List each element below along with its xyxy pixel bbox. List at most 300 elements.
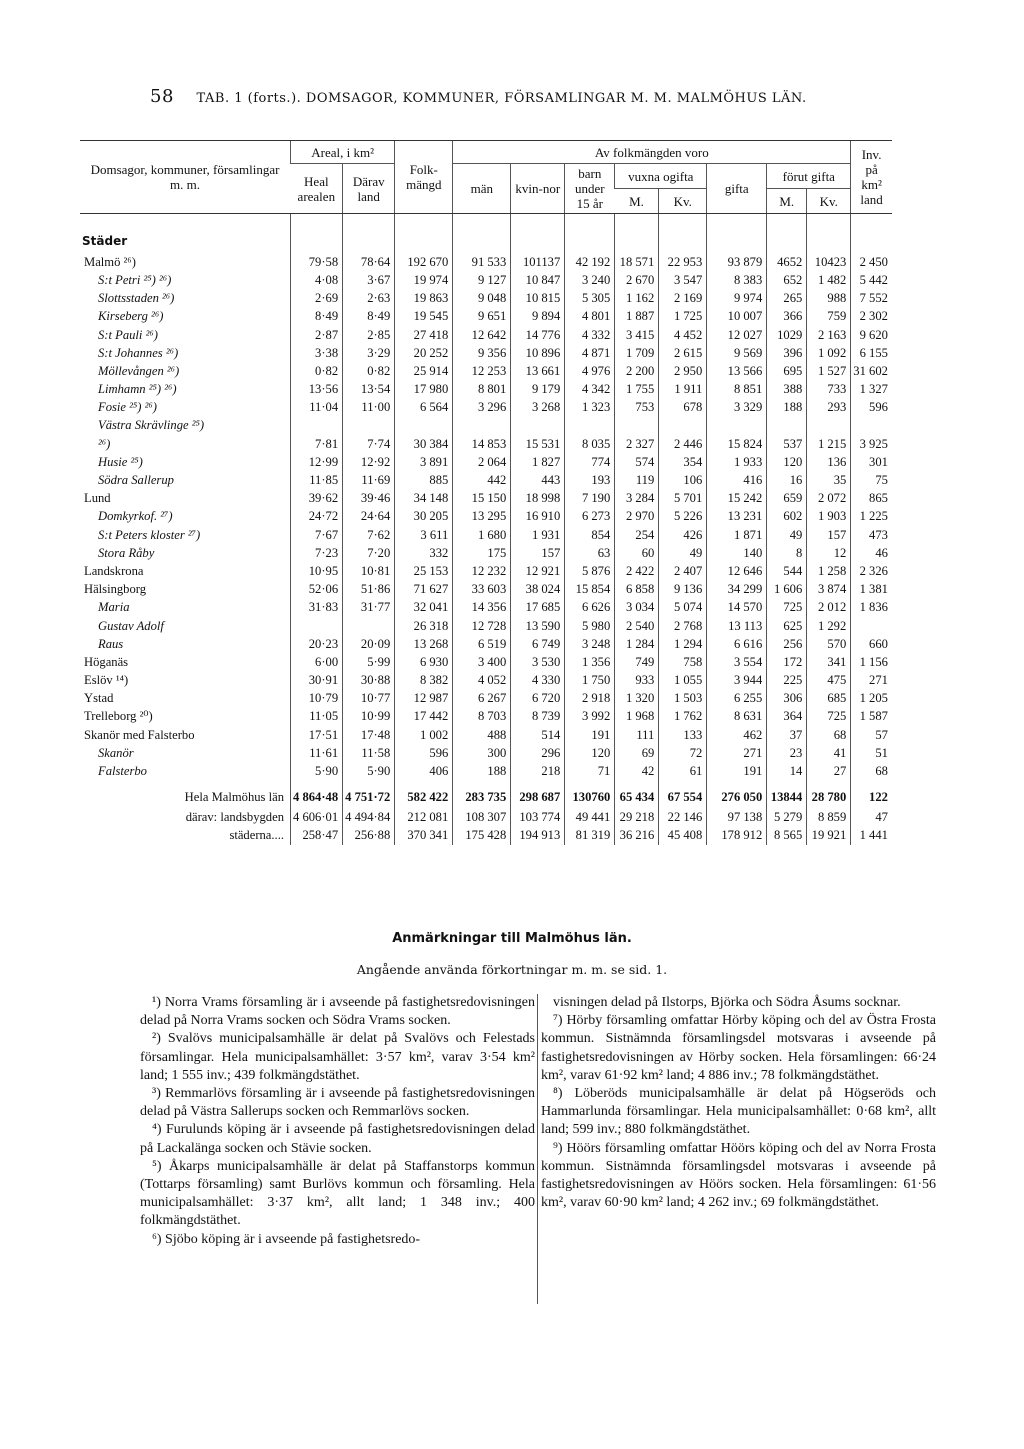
- table-cell: 140: [707, 544, 767, 562]
- table-cell: 13 231: [707, 508, 767, 526]
- table-cell: 75: [851, 471, 892, 489]
- table-cell: 19 545: [395, 308, 453, 326]
- table-row: [80, 562, 892, 580]
- table-cell: 4 330: [511, 672, 565, 690]
- table-cell: [659, 417, 707, 435]
- table-cell: 10·77: [343, 690, 395, 708]
- table-cell: 9 136: [659, 581, 707, 599]
- table-cell: 27: [807, 762, 851, 780]
- table-cell: 10 847: [511, 271, 565, 289]
- table-cell: 6 616: [707, 635, 767, 653]
- table-cell: 6 267: [453, 690, 511, 708]
- notes-left-column: [140, 994, 535, 1249]
- table-cell: 1 933: [707, 453, 767, 471]
- table-cell: 175: [453, 544, 511, 562]
- table-cell: 188: [453, 762, 511, 780]
- table-cell: 488: [453, 726, 511, 744]
- table-row: [80, 672, 892, 690]
- table-cell: 31 602: [851, 362, 892, 380]
- table-cell: 11·00: [343, 399, 395, 417]
- note-paragraph: ²) Svalövs municipalsamhälle är delat på Svalövs och Felestads församlingar. Hela municipalsamhället: 3·57 km², varav 3·54 km² land; 1 555 inv.; 439 folkmängdstäthet.: [140, 1031, 535, 1083]
- row-label: Kirseberg ²⁶): [98, 309, 164, 324]
- table-cell: 68: [851, 762, 892, 780]
- table-cell: 119: [615, 471, 659, 489]
- table-cell: 51: [851, 744, 892, 762]
- table-cell: 3 547: [659, 271, 707, 289]
- table-cell: 2·63: [343, 290, 395, 308]
- table-cell: 12 921: [511, 562, 565, 580]
- table-cell: 9 356: [453, 344, 511, 362]
- table-cell: 3·67: [343, 271, 395, 289]
- table-cell: 12 253: [453, 362, 511, 380]
- table-cell: 3·29: [343, 344, 395, 362]
- table-cell: 42: [615, 762, 659, 780]
- table-cell: 885: [395, 471, 453, 489]
- table-cell: 3 891: [395, 453, 453, 471]
- table-cell: 2 200: [615, 362, 659, 380]
- table-cell: 212 081: [395, 809, 453, 827]
- table-cell: 37: [767, 726, 807, 744]
- row-label: Raus: [98, 636, 124, 651]
- note-paragraph: ³) Remmarlövs församling är i avseende på fastighetsredovisningen delad på Västra Sallerups socken och Remmarlövs socken.: [140, 1086, 535, 1120]
- table-row: [80, 617, 892, 635]
- row-label: S:t Peters kloster ²⁷): [98, 527, 201, 542]
- note-paragraph: ⁶) Sjöbo köping är i avseende på fastighetsredo-: [152, 1231, 421, 1247]
- notes-abbreviation-line: Angående använda förkortningar m. m. se sid. 1.: [356, 962, 668, 977]
- table-cell: 15 150: [453, 490, 511, 508]
- table-cell: 1 205: [851, 690, 892, 708]
- table-cell: 25 153: [395, 562, 453, 580]
- table-cell: 2·87: [291, 326, 343, 344]
- table-cell: 10·81: [343, 562, 395, 580]
- table-cell: 10 896: [511, 344, 565, 362]
- table-cell: 9 179: [511, 381, 565, 399]
- table-cell: 12 987: [395, 690, 453, 708]
- table-cell: 7·23: [291, 544, 343, 562]
- table-cell: 3 034: [615, 599, 659, 617]
- table-cell: 1 092: [807, 344, 851, 362]
- table-cell: 1 215: [807, 435, 851, 453]
- table-cell: 60: [615, 544, 659, 562]
- table-cell: 106: [659, 471, 707, 489]
- table-cell: 157: [807, 526, 851, 544]
- header-barn: barn under 15 år: [565, 164, 615, 214]
- table-cell: 57: [851, 726, 892, 744]
- table-cell: 296: [511, 744, 565, 762]
- table-cell: 2 918: [565, 690, 615, 708]
- table-cell: 15 531: [511, 435, 565, 453]
- table-cell: 4 452: [659, 326, 707, 344]
- table-cell: 30 384: [395, 435, 453, 453]
- table-cell: 67 554: [659, 781, 707, 809]
- table-cell: 1 709: [615, 344, 659, 362]
- table-cell: 1 725: [659, 308, 707, 326]
- page-title: TAB. 1 (forts.). DOMSAGOR, KOMMUNER, FÖRSAMLINGAR M. M. MALMÖHUS LÄN.: [196, 91, 807, 106]
- table-cell: 388: [767, 381, 807, 399]
- table-cell: 6 626: [565, 599, 615, 617]
- header-forut-gifta: förut gifta: [767, 164, 851, 189]
- table-cell: 10·99: [343, 708, 395, 726]
- table-cell: 9 048: [453, 290, 511, 308]
- table-cell: 3 248: [565, 635, 615, 653]
- table-cell: 5 226: [659, 508, 707, 526]
- table-cell: 27 418: [395, 326, 453, 344]
- table-cell: 4·08: [291, 271, 343, 289]
- table-cell: [343, 617, 395, 635]
- table-cell: 2 169: [659, 290, 707, 308]
- table-cell: 191: [707, 762, 767, 780]
- table-cell: 5 980: [565, 617, 615, 635]
- table-cell: 301: [851, 453, 892, 471]
- table-cell: 120: [767, 453, 807, 471]
- table-cell: 10·79: [291, 690, 343, 708]
- table-cell: 254: [615, 526, 659, 544]
- table-cell: 11·85: [291, 471, 343, 489]
- table-cell: 2 768: [659, 617, 707, 635]
- row-label: S:t Pauli ²⁶): [98, 327, 158, 342]
- table-cell: [291, 417, 343, 435]
- table-cell: 11·04: [291, 399, 343, 417]
- table-cell: 4 751·72: [343, 781, 395, 809]
- table-cell: 1 968: [615, 708, 659, 726]
- table-cell: 3 329: [707, 399, 767, 417]
- table-cell: 22 146: [659, 809, 707, 827]
- table-cell: 1 292: [807, 617, 851, 635]
- table-cell: 9 127: [453, 271, 511, 289]
- table-row: [80, 526, 892, 544]
- table-cell: 3 992: [565, 708, 615, 726]
- page-number: 58: [150, 86, 174, 107]
- table-cell: 33 603: [453, 581, 511, 599]
- table-cell: 192 670: [395, 253, 453, 271]
- table-cell: 1 606: [767, 581, 807, 599]
- row-label: Hälsingborg: [84, 582, 147, 597]
- table-cell: 1 836: [851, 599, 892, 617]
- table-row: [80, 635, 892, 653]
- table-cell: 175 428: [453, 827, 511, 845]
- table-cell: 1 002: [395, 726, 453, 744]
- table-cell: 652: [767, 271, 807, 289]
- table-cell: 3 874: [807, 581, 851, 599]
- table-cell: 2 327: [615, 435, 659, 453]
- table-cell: 68: [807, 726, 851, 744]
- table-cell: 596: [395, 744, 453, 762]
- row-label: Maria: [98, 600, 130, 615]
- table-cell: 14 356: [453, 599, 511, 617]
- row-label: Falsterbo: [98, 764, 147, 779]
- table-row: [80, 253, 892, 271]
- table-cell: 31·77: [343, 599, 395, 617]
- table-cell: 178 912: [707, 827, 767, 845]
- table-cell: 276 050: [707, 781, 767, 809]
- table-cell: 1 162: [615, 290, 659, 308]
- section-row: [80, 214, 892, 254]
- table-cell: 256: [767, 635, 807, 653]
- table-cell: 12: [807, 544, 851, 562]
- table-row: [80, 453, 892, 471]
- row-label: Husie ²⁵): [98, 454, 143, 469]
- table-cell: 30·88: [343, 672, 395, 690]
- table-cell: 6·00: [291, 653, 343, 671]
- table-cell: 2 450: [851, 253, 892, 271]
- table-cell: 3 530: [511, 653, 565, 671]
- table-cell: 4 976: [565, 362, 615, 380]
- table-cell: 45 408: [659, 827, 707, 845]
- table-cell: 7·67: [291, 526, 343, 544]
- table-cell: 34 299: [707, 581, 767, 599]
- table-cell: 4 494·84: [343, 809, 395, 827]
- table-cell: 8 565: [767, 827, 807, 845]
- table-cell: 35: [807, 471, 851, 489]
- table-cell: 1 482: [807, 271, 851, 289]
- row-label: Limhamn ²⁵) ²⁶): [98, 382, 177, 397]
- table-row: [80, 581, 892, 599]
- header-vuxna-ogifta: vuxna ogifta: [615, 164, 707, 189]
- table-cell: 602: [767, 508, 807, 526]
- table-cell: 1 762: [659, 708, 707, 726]
- table-cell: 81 319: [565, 827, 615, 845]
- table-cell: [343, 417, 395, 435]
- notes-right-column: [541, 994, 936, 1212]
- table-cell: 13·56: [291, 381, 343, 399]
- row-label: Stora Råby: [98, 545, 155, 560]
- notes-title: Anmärkningar till Malmöhus län.: [392, 931, 632, 946]
- subtotal-row: [80, 809, 892, 827]
- table-cell: 4 606·01: [291, 809, 343, 827]
- table-cell: 7 190: [565, 490, 615, 508]
- table-cell: 570: [807, 635, 851, 653]
- table-cell: 2·85: [343, 326, 395, 344]
- column-divider: [537, 994, 538, 1304]
- table-cell: 725: [807, 708, 851, 726]
- table-cell: 3 925: [851, 435, 892, 453]
- table-cell: 172: [767, 653, 807, 671]
- table-cell: 9 569: [707, 344, 767, 362]
- table-row: [80, 726, 892, 744]
- table-cell: 41: [807, 744, 851, 762]
- table-cell: 1 323: [565, 399, 615, 417]
- table-cell: 1 503: [659, 690, 707, 708]
- table-cell: 225: [767, 672, 807, 690]
- table-cell: 42 192: [565, 253, 615, 271]
- table-cell: 34 148: [395, 490, 453, 508]
- table-cell: 13 295: [453, 508, 511, 526]
- table-cell: 52·06: [291, 581, 343, 599]
- table-cell: 370 341: [395, 827, 453, 845]
- header-name: Domsagor, kommuner, församlingar m. m.: [80, 141, 291, 214]
- header-folkmangd: Folk-mängd: [395, 141, 453, 214]
- table-row: [80, 708, 892, 726]
- table-cell: 28 780: [807, 781, 851, 809]
- table-cell: 7·62: [343, 526, 395, 544]
- note-paragraph: ⁸) Löberöds municipalsamhälle är delat på Högseröds och Hammarlunda församlingar. Hela municipalsamhället: 0·68 km², allt land; 599 inv.; 880 folkmängdstäthet.: [541, 1086, 936, 1138]
- table-cell: 2 326: [851, 562, 892, 580]
- total-row: [80, 781, 892, 809]
- table-cell: 442: [453, 471, 511, 489]
- table-cell: 660: [851, 635, 892, 653]
- row-label: Höganäs: [84, 654, 129, 669]
- table-cell: 103 774: [511, 809, 565, 827]
- table-cell: 416: [707, 471, 767, 489]
- table-cell: [291, 617, 343, 635]
- table-cell: 47: [851, 809, 892, 827]
- table-cell: 13 661: [511, 362, 565, 380]
- header-av-folkmangden: Av folkmängden voro: [453, 141, 851, 164]
- table-cell: 1 327: [851, 381, 892, 399]
- table-cell: 18 998: [511, 490, 565, 508]
- row-label: Västra Skrävlinge ²⁵): [98, 418, 205, 433]
- table-cell: 23: [767, 744, 807, 762]
- table-cell: 3 944: [707, 672, 767, 690]
- table-cell: 13 113: [707, 617, 767, 635]
- table-cell: 120: [565, 744, 615, 762]
- table-cell: 514: [511, 726, 565, 744]
- table-cell: 3 296: [453, 399, 511, 417]
- table-cell: 4 801: [565, 308, 615, 326]
- table-cell: 17 685: [511, 599, 565, 617]
- table-row: [80, 508, 892, 526]
- table-cell: 933: [615, 672, 659, 690]
- table-cell: 332: [395, 544, 453, 562]
- table-cell: 8 703: [453, 708, 511, 726]
- table-cell: 24·64: [343, 508, 395, 526]
- table-cell: 725: [767, 599, 807, 617]
- table-row: [80, 544, 892, 562]
- table-cell: 396: [767, 344, 807, 362]
- table-cell: 6 519: [453, 635, 511, 653]
- subtotal-row: [80, 827, 892, 845]
- table-cell: 271: [851, 672, 892, 690]
- table-cell: 5·90: [291, 762, 343, 780]
- table-cell: 2 407: [659, 562, 707, 580]
- table-cell: 8 383: [707, 271, 767, 289]
- table-cell: 22 953: [659, 253, 707, 271]
- table-row: [80, 344, 892, 362]
- header-forut-m: M.: [767, 189, 807, 214]
- table-cell: 0·82: [343, 362, 395, 380]
- table-cell: 8 859: [807, 809, 851, 827]
- table-cell: 97 138: [707, 809, 767, 827]
- table-cell: 865: [851, 490, 892, 508]
- table-cell: 1 156: [851, 653, 892, 671]
- row-label: Eslöv ¹⁴): [84, 673, 129, 688]
- table-cell: 15 854: [565, 581, 615, 599]
- table-cell: 29 218: [615, 809, 659, 827]
- table-cell: 4 342: [565, 381, 615, 399]
- table-cell: 1 871: [707, 526, 767, 544]
- table-cell: 6 858: [615, 581, 659, 599]
- table-cell: 8 035: [565, 435, 615, 453]
- table-cell: 1 284: [615, 635, 659, 653]
- table-cell: 537: [767, 435, 807, 453]
- table-cell: 4 332: [565, 326, 615, 344]
- statistics-table: [80, 140, 892, 845]
- table-cell: 3 415: [615, 326, 659, 344]
- table-cell: 7·81: [291, 435, 343, 453]
- table-cell: 63: [565, 544, 615, 562]
- row-label: Skanör med Falsterbo: [84, 727, 195, 742]
- table-cell: 8 801: [453, 381, 511, 399]
- table-cell: 659: [767, 490, 807, 508]
- table-cell: 9 620: [851, 326, 892, 344]
- row-label: Fosie ²⁵) ²⁶): [98, 400, 157, 415]
- table-cell: 13844: [767, 781, 807, 809]
- table-cell: 3 284: [615, 490, 659, 508]
- table-cell: 256·88: [343, 827, 395, 845]
- table-cell: 7·20: [343, 544, 395, 562]
- table-cell: 1 055: [659, 672, 707, 690]
- table-cell: 473: [851, 526, 892, 544]
- table-cell: 2 670: [615, 271, 659, 289]
- table-cell: 133: [659, 726, 707, 744]
- table-cell: 20·09: [343, 635, 395, 653]
- table-cell: [615, 417, 659, 435]
- table-cell: 65 434: [615, 781, 659, 809]
- table-cell: 8 631: [707, 708, 767, 726]
- table-cell: 625: [767, 617, 807, 635]
- note-paragraph: ⁵) Åkarps municipalsamhälle är delat på Staffanstorps kommun (Tottarps församling) samt Burlövs kommun och församling. Hela municipalsamhället: 3·37 km², allt land; 1 348 inv.; 400 folkmängdstäthet.: [140, 1158, 535, 1229]
- table-cell: 193: [565, 471, 615, 489]
- table-cell: 49 441: [565, 809, 615, 827]
- table-cell: 13 268: [395, 635, 453, 653]
- table-cell: 30 205: [395, 508, 453, 526]
- header-vuxna-m: M.: [615, 189, 659, 214]
- table-cell: [511, 417, 565, 435]
- table-cell: 8·49: [343, 308, 395, 326]
- table-cell: 1 587: [851, 708, 892, 726]
- table-cell: 5 279: [767, 809, 807, 827]
- table-cell: 6 255: [707, 690, 767, 708]
- table-cell: 15 824: [707, 435, 767, 453]
- table-cell: 3 554: [707, 653, 767, 671]
- table-cell: 582 422: [395, 781, 453, 809]
- table-cell: 12 642: [453, 326, 511, 344]
- table-row: [80, 326, 892, 344]
- table-cell: 36 216: [615, 827, 659, 845]
- table-cell: 1 225: [851, 508, 892, 526]
- table-cell: 426: [659, 526, 707, 544]
- table-row: [80, 271, 892, 289]
- table-cell: 283 735: [453, 781, 511, 809]
- header-gifta: gifta: [707, 164, 767, 214]
- row-label: Trelleborg ²⁰): [84, 709, 153, 724]
- table-cell: 14 853: [453, 435, 511, 453]
- table-cell: 271: [707, 744, 767, 762]
- table-cell: 11·58: [343, 744, 395, 762]
- row-label: städerna....: [229, 828, 284, 843]
- table-cell: 2 446: [659, 435, 707, 453]
- table-cell: 685: [807, 690, 851, 708]
- table-cell: 13·54: [343, 381, 395, 399]
- table-cell: 1 931: [511, 526, 565, 544]
- table-cell: 72: [659, 744, 707, 762]
- table-cell: 2·69: [291, 290, 343, 308]
- table-cell: 8 851: [707, 381, 767, 399]
- table-cell: 4 871: [565, 344, 615, 362]
- table-cell: 354: [659, 453, 707, 471]
- table-cell: 130760: [565, 781, 615, 809]
- table-cell: 191: [565, 726, 615, 744]
- header-man: män: [453, 164, 511, 214]
- table-cell: 3 400: [453, 653, 511, 671]
- note-paragraph: ⁷) Hörby församling omfattar Hörby köping och del av Östra Frosta kommun. Sistnämnda församlingsdel motsvaras i avseende på fastighetsredovisningen av Hörby socken. Hela församlingen: 66·24 km², varav 61·92 km² land; 4 886 inv.; 78 folkmängdstäthet.: [541, 1013, 936, 1083]
- table-cell: [707, 417, 767, 435]
- table-cell: 5 701: [659, 490, 707, 508]
- table-cell: 366: [767, 308, 807, 326]
- table-cell: 10 815: [511, 290, 565, 308]
- row-label: Landskrona: [84, 563, 144, 578]
- table-cell: 341: [807, 653, 851, 671]
